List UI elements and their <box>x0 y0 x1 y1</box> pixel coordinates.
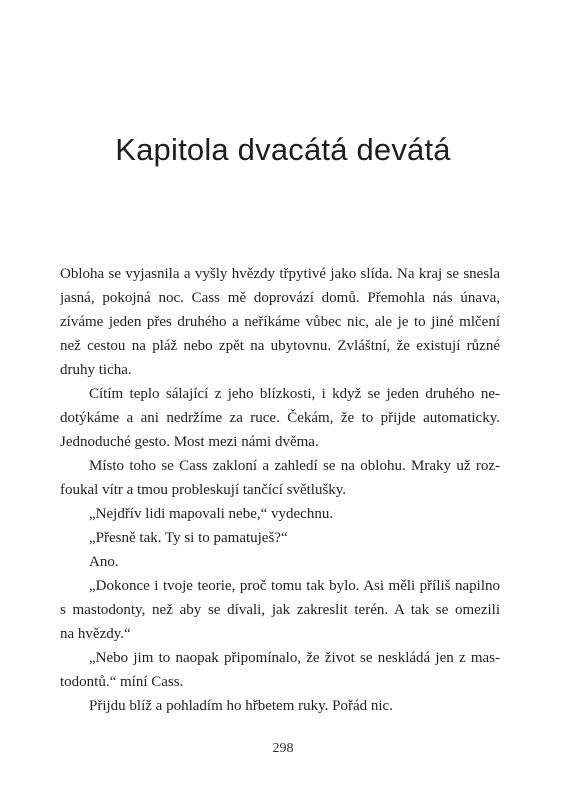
body-line: Ano. <box>89 554 119 570</box>
body-line: dotýkáme a ani nedržíme za ruce. Čekám, že to přijde automaticky. <box>60 410 500 426</box>
body-line: Cítím teplo sálající z jeho blízkosti, i když se jeden druhého ne- <box>89 386 500 402</box>
body-line: zíváme jeden přes druhého a neříkáme vůbec nic, ale je to jiné mlčení <box>60 314 500 330</box>
body-line: „Nebo jim to naopak připomínalo, že život se neskládá jen z mas- <box>89 650 500 666</box>
body-line: foukal vítr a tmou probleskují tančící světlušky. <box>60 482 347 498</box>
body-line: Jednoduché gesto. Most mezi námi dvěma. <box>60 434 319 450</box>
body-line: „Přesně tak. Ty si to pamatuješ?“ <box>89 530 288 546</box>
page-number: 298 <box>272 741 294 756</box>
body-line: na hvězdy.“ <box>60 626 131 642</box>
body-line: s mastodonty, než aby se dívali, jak zakreslit terén. A tak se omezili <box>60 602 500 618</box>
body-line: todontů.“ míní Cass. <box>60 674 184 690</box>
chapter-title: Kapitola dvacátá devátá <box>115 132 451 167</box>
body-line: „Nejdřív lidi mapovali nebe,“ vydechnu. <box>89 506 334 522</box>
body-line: druhy ticha. <box>60 362 132 378</box>
body-line: jasná, pokojná noc. Cass mě doprovází domů. Přemohla nás únava, <box>60 290 500 306</box>
body-line: Obloha se vyjasnila a vyšly hvězdy třpytivé jako slída. Na kraj se snesla <box>60 266 500 282</box>
body-line: Přijdu blíž a pohladím ho hřbetem ruky. Pořád nic. <box>89 698 393 714</box>
body-line: Místo toho se Cass zakloní a zahledí se na oblohu. Mraky už roz- <box>89 458 500 474</box>
body-line: než cestou na pláž nebo zpět na ubytovnu. Zvláštní, že existují různé <box>60 338 500 354</box>
body-line: „Dokonce i tvoje teorie, proč tomu tak bylo. Asi měli příliš napilno <box>89 578 500 594</box>
